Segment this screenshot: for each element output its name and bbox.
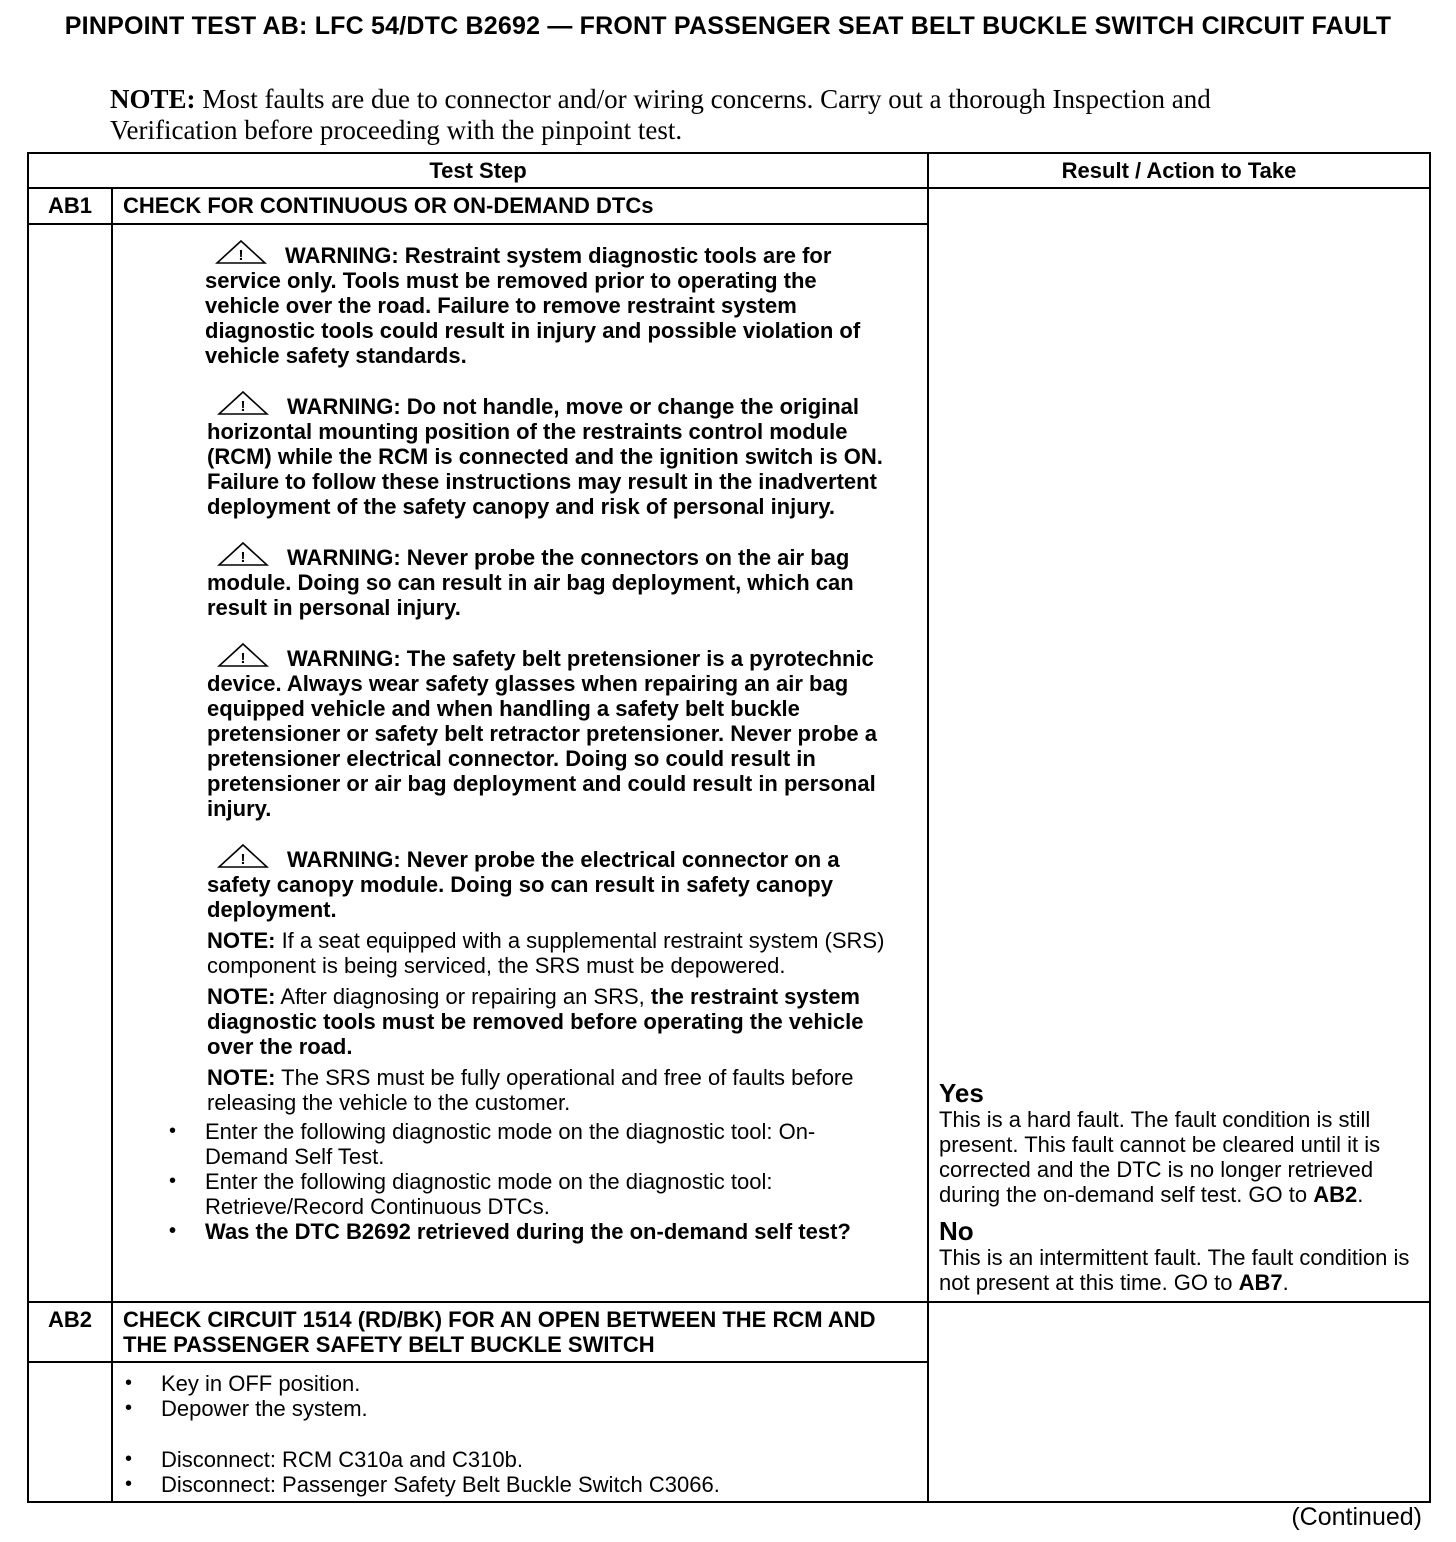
result-no-label: No (939, 1216, 974, 1246)
goto-ab2: AB2 (1313, 1182, 1358, 1207)
list-item: • Was the DTC B2692 retrieved during the on-demand self test? (167, 1219, 891, 1244)
svg-text:!: ! (238, 247, 244, 264)
result-ab1 (939, 1079, 1421, 1295)
ab2-title-row (28, 1302, 1430, 1362)
goto-ab7: AB7 (1238, 1270, 1283, 1295)
list-item: • Key in OFF position. (123, 1371, 907, 1396)
warning-triangle-icon (215, 239, 267, 265)
intro-note-text: Most faults are due to connector and/or wiring concerns. Carry out a thorough Inspection and Verification before proceeding with the pinpoint test. (110, 84, 1211, 145)
step-title-ab2: CHECK CIRCUIT 1514 (RD/BK) FOR AN OPEN BETWEEN THE RCM AND THE PASSENGER SAFETY BELT BUCKLE SWITCH (112, 1302, 928, 1362)
step-title-ab1: CHECK FOR CONTINUOUS OR ON-DEMAND DTCs (112, 188, 928, 224)
list-item: • Enter the following diagnostic mode on the diagnostic tool: Retrieve/Record Continuous DTCs. (167, 1169, 891, 1219)
svg-text:!: ! (240, 398, 246, 415)
ab1-body-id-spacer (28, 224, 112, 1302)
warning-triangle-icon (217, 541, 269, 567)
ab2-body-id-spacer (28, 1362, 112, 1502)
warning-3: ! WARNING: Never probe the connectors on the air bag module. Doing so can result in air bag deployment, which can result in personal injury. (207, 541, 891, 620)
result-no-text: This is an intermittent fault. The fault condition is not present at this time. GO to AB7. (939, 1245, 1410, 1295)
warning-triangle-icon (217, 843, 269, 869)
note-2: NOTE: After diagnosing or repairing an SRS, the restraint system diagnostic tools must be removed before operating the vehicle over the road. (207, 984, 864, 1059)
warning-5: ! WARNING: Never probe the electrical connector on a safety canopy module. Doing so can result in safety canopy deployment. (207, 843, 891, 922)
result-yes-text: This is a hard fault. The fault condition is still present. This fault cannot be cleared until it is corrected and the DTC is no longer retrieved during the on-demand self test. GO to AB2. (939, 1107, 1381, 1207)
header-test-step: Test Step (28, 153, 928, 188)
pinpoint-test-table (27, 152, 1431, 1503)
result-yes-label: Yes (939, 1078, 984, 1108)
result-cell-ab2 (928, 1302, 1430, 1502)
ab1-title-row (28, 188, 1430, 224)
intro-note-label: NOTE: (110, 84, 196, 114)
svg-text:!: ! (240, 851, 246, 868)
list-item: • Disconnect: Passenger Safety Belt Buckle Switch C3066. (123, 1472, 907, 1497)
warning-triangle-icon (217, 642, 269, 668)
continued-label: (Continued) (1291, 1503, 1422, 1531)
header-result: Result / Action to Take (928, 153, 1430, 188)
page-title: PINPOINT TEST AB: LFC 54/DTC B2692 — FRONT PASSENGER SEAT BELT BUCKLE SWITCH CIRCUIT FAULT (64, 12, 1392, 40)
warning-triangle-icon (217, 390, 269, 416)
result-cell-ab1 (928, 188, 1430, 1302)
list-item: • Disconnect: RCM C310a and C310b. (123, 1447, 907, 1472)
warning-2: ! WARNING: Do not handle, move or change the original horizontal mounting position of the restraints control module (RCM) while the RCM is connected and the ignition switch is ON. Failure to follow these instructions may result in the inadvertent deployment of the safety canopy and risk of personal injury. (207, 390, 891, 519)
intro-note (110, 84, 1310, 146)
ab2-bullet-list-b (123, 1447, 907, 1497)
warning-1: ! WARNING: Restraint system diagnostic tools are for service only. Tools must be removed prior to operating the vehicle over the road. Failure to remove restraint system diagnostic tools could result in injury and possible violation of vehicle safety standards. (205, 239, 891, 368)
warning-4: ! WARNING: The safety belt pretensioner is a pyrotechnic device. Always wear safety glasses when repairing an air bag equipped vehicle and when handling a safety belt buckle pretensioner or safety belt retractor pretensioner. Never probe a pretensioner electrical connector. Doing so could result in pretensioner or air bag deployment and could result in personal injury. (207, 642, 891, 821)
step-id-ab1: AB1 (28, 188, 112, 224)
ab1-bullet-list (167, 1119, 891, 1244)
list-item: • Enter the following diagnostic mode on the diagnostic tool: On-Demand Self Test. (167, 1119, 891, 1169)
svg-text:!: ! (240, 549, 246, 566)
table-header-row (28, 153, 1430, 188)
ab2-body (112, 1362, 928, 1502)
note-1: NOTE: If a seat equipped with a supplemental restraint system (SRS) component is being serviced, the SRS must be depowered. (207, 928, 885, 978)
note-3: NOTE: The SRS must be fully operational and free of faults before releasing the vehicle to the customer. (207, 1065, 854, 1115)
svg-text:!: ! (240, 650, 246, 667)
list-item: • Depower the system. (123, 1396, 907, 1421)
step-id-ab2: AB2 (28, 1302, 112, 1362)
ab1-body (112, 224, 928, 1302)
ab2-bullet-list-a (123, 1371, 907, 1421)
